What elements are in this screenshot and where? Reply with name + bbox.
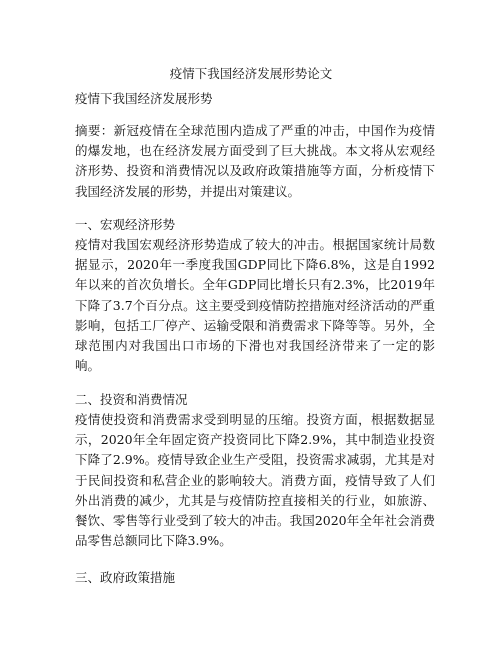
- section-heading-macro: 一、宏观经济形势: [75, 217, 176, 232]
- section-heading-investment: 二、投资和消费情况: [75, 392, 188, 407]
- section-heading-policy: 三、政府政策措施: [75, 570, 176, 585]
- document-subtitle: 疫情下我国经济发展形势: [75, 91, 213, 106]
- section-body-investment: 疫情使投资和消费需求受到明显的压缩。投资方面，根据数据显示，2020年全年固定资产投资同比下降2.9%，其中制造业投资下降了2.9%。疫情导致企业生产受阻，投资需求减弱，尤其是对于民间投资和私营企业的影响较大。消费方面，疫情导致了人们外出消费的减少，尤其是与疫情防控直接相关的行业，如旅游、餐饮、零售等行业受到了较大的冲击。我国2020年全年社会消费品零售总额同比下降3.9%。: [75, 412, 435, 549]
- document-title: 疫情下我国经济发展形势论文: [169, 66, 333, 81]
- abstract-paragraph: 摘要：新冠疫情在全球范围内造成了严重的冲击，中国作为疫情的爆发地，也在经济发展方面受到了巨大挑战。本文将从宏观经济形势、投资和消费情况以及政府政策措施等方面，分析疫情下我国经济发展的形势，并提出对策建议。: [75, 123, 435, 199]
- section-body-macro: 疫情对我国宏观经济形势造成了较大的冲击。根据国家统计局数据显示，2020年一季度我国GDP同比下降6.8%，这是自1992年以来的首次负增长。全年GDP同比增长只有2.3%，比2019年下降了3.7个百分点。这主要受到疫情防控措施对经济活动的严重影响，包括工厂停产、运输受限和消费需求下降等等。另外，全球范围内对我国出口市场的下滑也对我国经济带来了一定的影响。: [75, 237, 435, 374]
